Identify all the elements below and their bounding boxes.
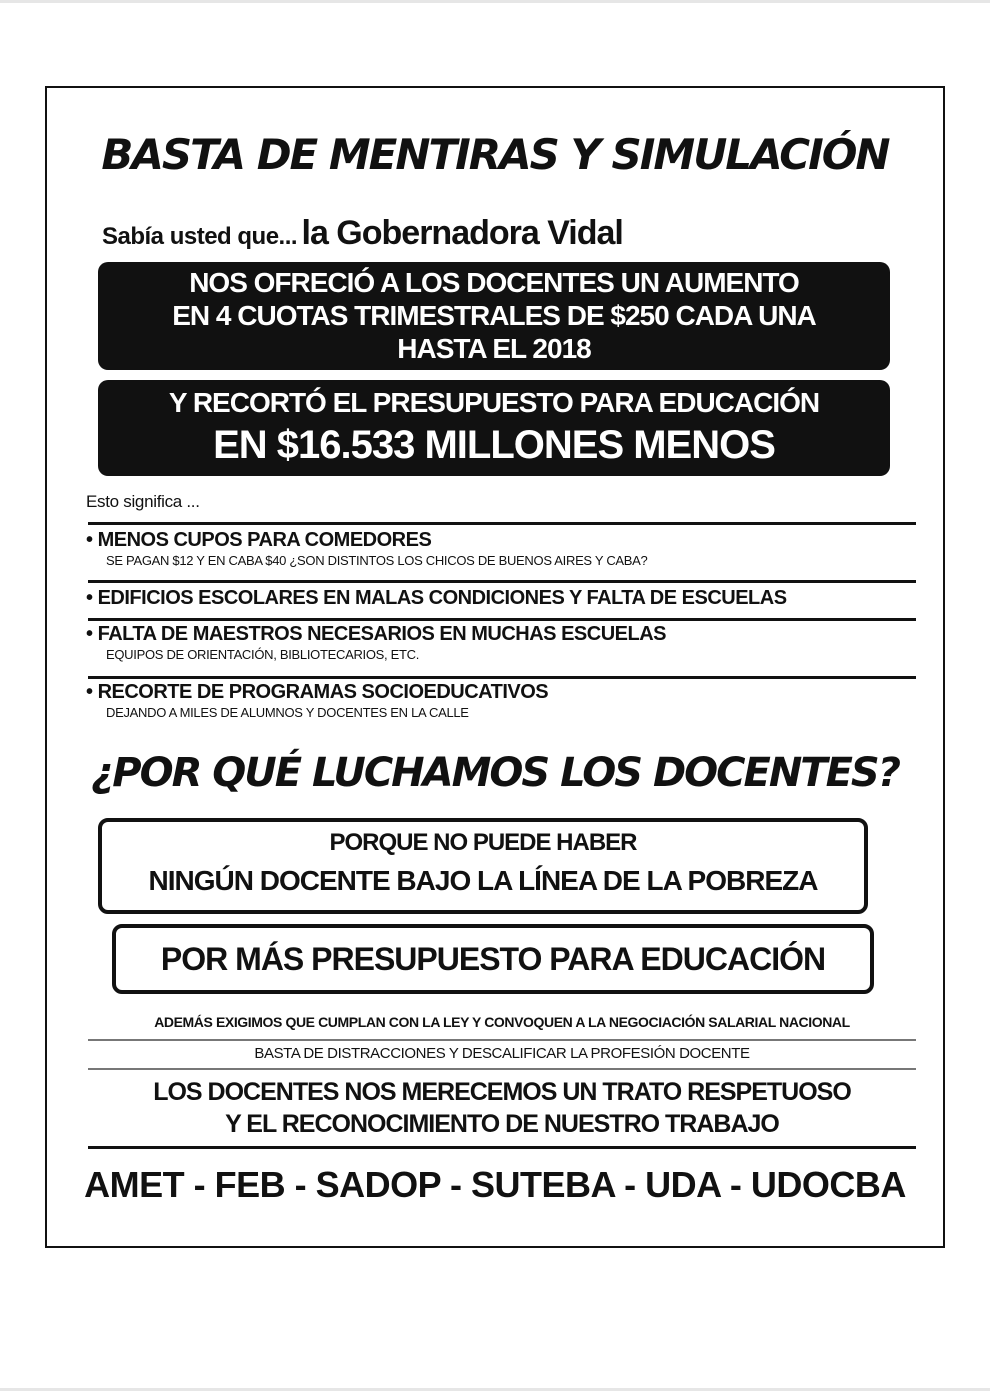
divider bbox=[88, 1146, 916, 1149]
list-item: • RECORTE DE PROGRAMAS SOCIOEDUCATIVOS DEJANDO A MILES DE ALUMNOS Y DOCENTES EN LA CALLE bbox=[86, 681, 549, 720]
divider bbox=[88, 580, 916, 583]
bottom-edge bbox=[0, 1388, 990, 1391]
list-item: • FALTA DE MAESTROS NECESARIOS EN MUCHAS ESCUELAS EQUIPOS DE ORIENTACIÓN, BIBLIOTECARIOS, ETC. bbox=[86, 623, 666, 662]
demand-negotiation: ADEMÁS EXIGIMOS QUE CUMPLAN CON LA LEY Y CONVOQUEN A LA NEGOCIACIÓN SALARIAL NACIONAL bbox=[154, 1014, 850, 1030]
divider bbox=[88, 1039, 916, 1041]
offer-box: NOS OFRECIÓ A LOS DOCENTES UN AUMENTO EN 4 CUOTAS TRIMESTRALES DE $250 CADA UNA HASTA EL 2018 bbox=[98, 262, 890, 370]
poverty-box: PORQUE NO PUEDE HABER NINGÚN DOCENTE BAJO LA LÍNEA DE LA POBREZA bbox=[98, 818, 868, 914]
budget-cut-box: Y RECORTÓ EL PRESUPUESTO PARA EDUCACIÓN EN $16.533 MILLONES MENOS bbox=[98, 380, 890, 476]
question-heading: ¿POR QUÉ LUCHAMOS LOS DOCENTES? bbox=[91, 750, 899, 796]
divider bbox=[88, 522, 916, 525]
demand-respect: BASTA DE DISTRACCIONES Y DESCALIFICAR LA PROFESIÓN DOCENTE bbox=[254, 1045, 750, 1062]
intro-prefix: Sabía usted que... bbox=[102, 223, 298, 250]
flyer-title: BASTA DE MENTIRAS Y SIMULACIÓN bbox=[101, 130, 889, 179]
intro-line bbox=[102, 214, 902, 253]
intro-subject: la Gobernadora Vidal bbox=[301, 214, 623, 252]
list-item: • EDIFICIOS ESCOLARES EN MALAS CONDICIONES Y FALTA DE ESCUELAS bbox=[86, 587, 787, 609]
closing-statement: LOS DOCENTES NOS MERECEMOS UN TRATO RESPETUOSO Y EL RECONOCIMIENTO DE NUESTRO TRABAJO bbox=[153, 1078, 851, 1138]
top-edge bbox=[0, 0, 990, 3]
means-label: Esto significa ... bbox=[86, 492, 200, 511]
budget-box: POR MÁS PRESUPUESTO PARA EDUCACIÓN bbox=[112, 924, 874, 994]
flyer bbox=[45, 86, 945, 1248]
union-list: AMET - FEB - SADOP - SUTEBA - UDA - UDOCBA bbox=[84, 1164, 906, 1205]
divider bbox=[88, 1068, 916, 1070]
list-item: • MENOS CUPOS PARA COMEDORES SE PAGAN $12 Y EN CABA $40 ¿SON DISTINTOS LOS CHICOS DE BUENOS AIRES Y CABA? bbox=[86, 529, 648, 568]
